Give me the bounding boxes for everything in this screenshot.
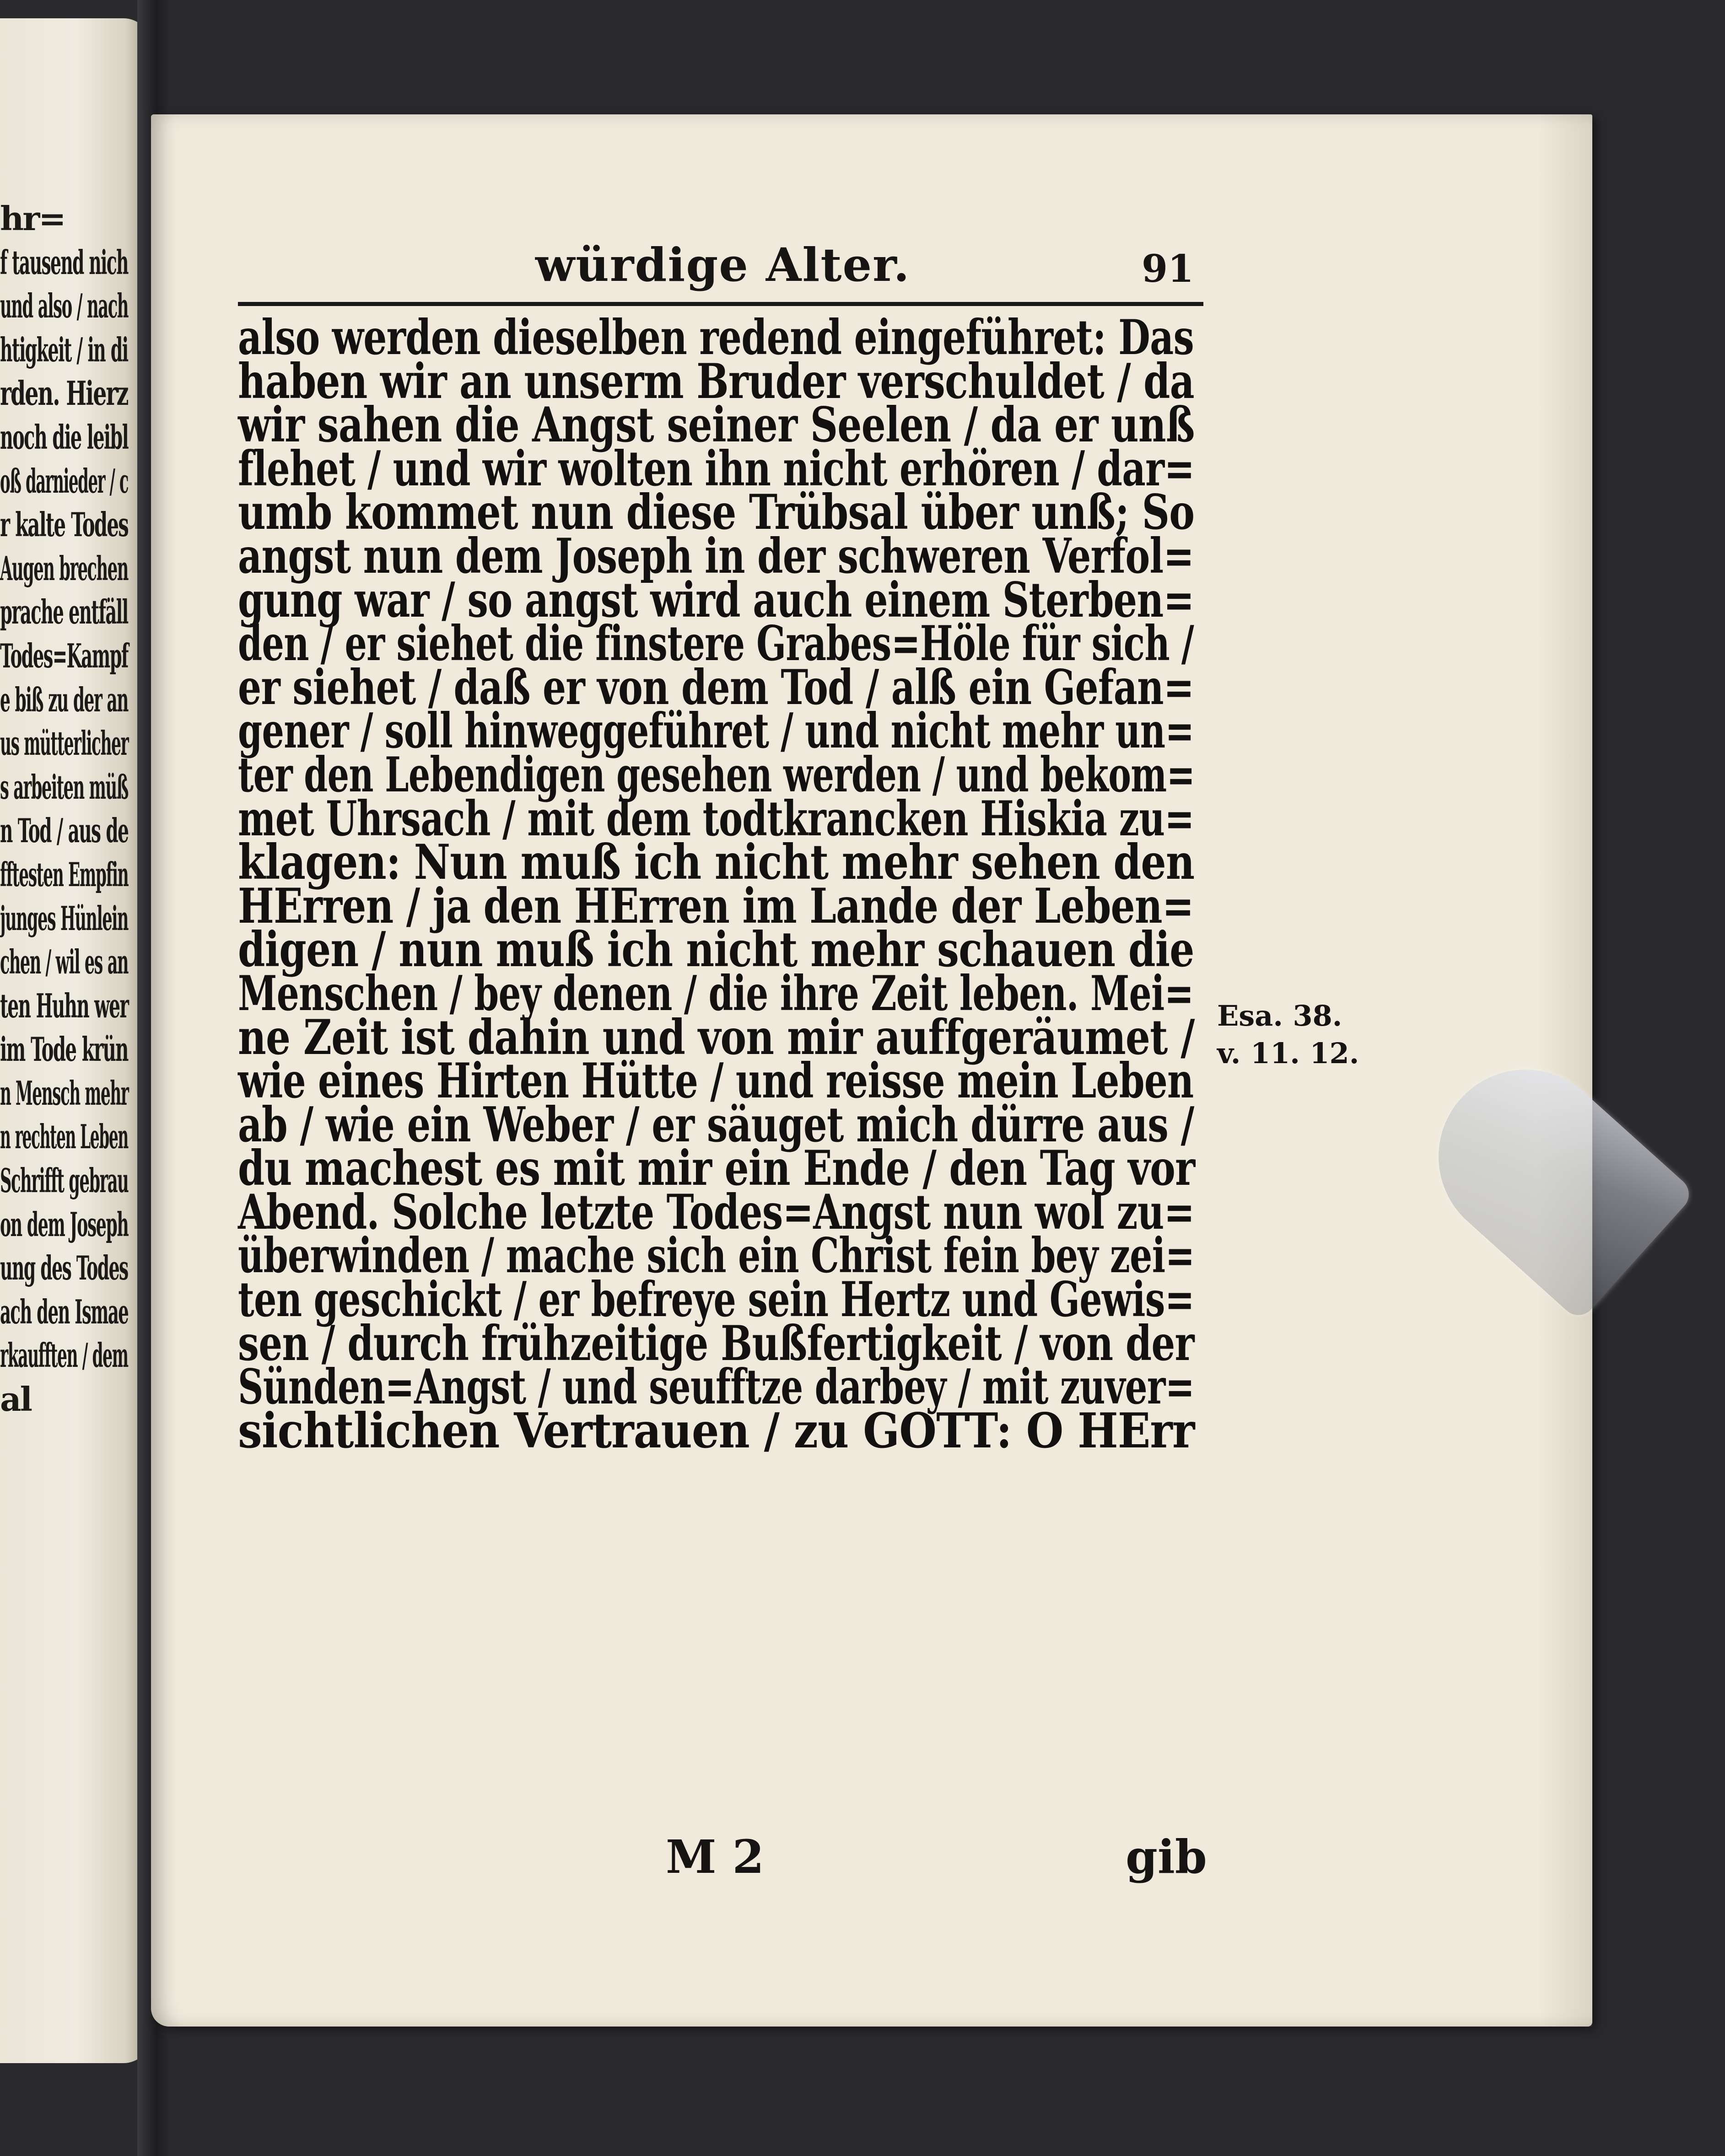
left-page-line: s arbeiten müß [0, 767, 128, 806]
left-page-line: on dem Joseph [0, 1204, 129, 1244]
left-page-line: rden. Hierz [0, 374, 128, 413]
text-line: gener / soll hinweggeführet / und nicht mehr un= [238, 702, 1194, 759]
left-page-line: ung des Todes [0, 1248, 128, 1288]
left-page-line: chen / wil es an [0, 942, 128, 982]
left-page-line: us mütterlicher [0, 724, 129, 763]
margin-note [1217, 997, 1364, 1072]
text-line: klagen: Nun muß ich nicht mehr sehen den [238, 833, 1195, 891]
left-page-line: n Tod / aus de [0, 811, 129, 850]
text-line: ne Zeit ist dahin und von mir auffgeräumet / [238, 1008, 1195, 1065]
left-page-line: htigkeit / in di [0, 330, 128, 369]
text-line: den / er siehet die finstere Grabes=Höle für sich / [238, 615, 1194, 672]
left-page-line: al [0, 1380, 32, 1419]
text-line: ab / wie ein Weber / er säuget mich dürre aus / [238, 1096, 1194, 1153]
text-line: sichtlichen Vertrauen / zu GOTT: O HErr [238, 1402, 1195, 1459]
text-line: Abend. Solche letzte Todes=Angst nun wol zu= [238, 1183, 1195, 1240]
running-head: würdige Alter. [535, 238, 911, 292]
left-page-line: n Mensch mehr [0, 1073, 129, 1113]
left-page-line: oß darnieder / c [0, 461, 129, 500]
text-line: überwinden / mache sich ein Christ fein bey zei= [238, 1227, 1195, 1284]
text-line: sen / durch frühzeitige Bußfertigkeit / von der [238, 1314, 1194, 1371]
left-page-line: junges Hünlein [0, 898, 128, 938]
text-line: wir sahen die Angst seiner Seelen / da er unß [238, 396, 1195, 453]
text-line: wie eines Hirten Hütte / und reisse mein Leben [238, 1052, 1194, 1109]
left-page-line: prache entfäll [0, 592, 128, 632]
left-page-line: ten Huhn wer [0, 986, 129, 1025]
body-text [238, 309, 1195, 1459]
page-number: 91 [1142, 247, 1194, 291]
text-line: gung war / so angst wird auch einem Sterben= [238, 571, 1194, 628]
text-line: digen / nun muß ich nicht mehr schauen die [238, 921, 1194, 978]
text-line: er siehet / daß er von dem Tod / alß ein Gefan= [238, 658, 1194, 715]
left-page-line: e biß zu der an [0, 680, 128, 719]
margin-note-line: Esa. 38. [1217, 999, 1342, 1032]
text-line: also werden dieselben redend eingeführet: Das [238, 309, 1194, 366]
left-page-line: r kalte Todes [0, 505, 129, 544]
left-page-line: ach den Ismae [0, 1292, 129, 1331]
text-line: met Uhrsach / mit dem todtkrancken Hiskia zu= [238, 790, 1194, 847]
left-page-line: noch die leibl [0, 417, 129, 457]
left-page-line: rkaufften / dem [0, 1336, 128, 1375]
text-line: flehet / und wir wolten ihn nicht erhören / dar= [238, 440, 1195, 497]
text-line: angst nun dem Joseph in der schweren Verfol= [238, 527, 1194, 584]
text-line: Menschen / bey denen / die ihre Zeit leben. Mei= [238, 964, 1194, 1022]
catchword: gib [1126, 1830, 1207, 1884]
left-page-line: im Tode krün [0, 1030, 128, 1069]
left-page [0, 18, 151, 2063]
text-line: du machest es mit mir ein Ende / den Tag vor [238, 1140, 1195, 1197]
left-page-line: und also / nach [0, 286, 129, 326]
text-line: haben wir an unserm Bruder verschuldet / da [238, 352, 1194, 409]
left-page-line: Schrifft gebrau [0, 1161, 129, 1200]
left-page-line: Augen brechen [0, 548, 128, 588]
left-page-line: n rechten Leben [0, 1117, 128, 1156]
left-page-line: hr= [0, 199, 65, 238]
left-page-text [0, 197, 151, 1421]
left-page-line: Todes=Kampf [0, 636, 128, 675]
margin-note-line: v. 11. 12. [1217, 1037, 1359, 1070]
text-line: ter den Lebendigen gesehen werden / und bekom= [238, 746, 1195, 803]
text-line: umb kommet nun diese Trübsal über unß; So [238, 484, 1195, 541]
left-page-line: fftesten Empfin [0, 855, 129, 894]
left-page-line: f tausend nich [0, 242, 128, 282]
text-line: Sünden=Angst / und seufftze darbey / mit zuver= [238, 1358, 1195, 1415]
text-line: ten geschickt / er befreye sein Hertz und Gewis= [238, 1271, 1194, 1328]
header-rule [238, 302, 1203, 306]
text-line: HErren / ja den HErren im Lande der Leben= [238, 877, 1194, 934]
signature-mark: M 2 [666, 1830, 765, 1884]
